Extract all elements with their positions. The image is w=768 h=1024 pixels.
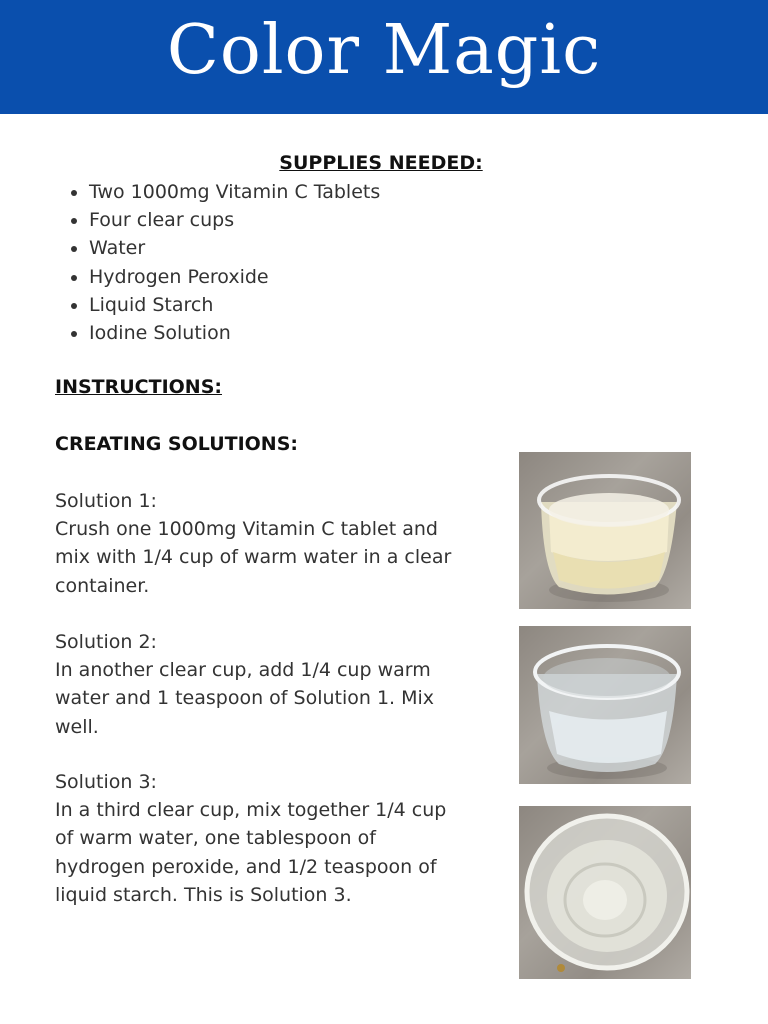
solution-label: Solution 1: (55, 490, 157, 512)
supplies-list (55, 178, 380, 347)
solution-3-photo (519, 806, 691, 979)
list-item: • Hydrogen Peroxide (89, 263, 380, 291)
solution-3-block (55, 768, 455, 909)
list-item: • Liquid Starch (89, 291, 380, 319)
solution-label: Solution 3: (55, 771, 157, 793)
cup-photo-image (519, 452, 691, 609)
list-item: • Four clear cups (89, 206, 380, 234)
solution-text: Crush one 1000mg Vitamin C tablet and mix with 1/4 cup of warm water in a clear container. (55, 518, 452, 597)
list-item: • Iodine Solution (89, 319, 380, 347)
solution-1-block (55, 487, 455, 600)
solution-text: In another clear cup, add 1/4 cup warm water and 1 teaspoon of Solution 1. Mix well. (55, 659, 435, 738)
solution-2-block (55, 628, 455, 741)
cup-photo-image (519, 806, 691, 979)
cup-photo-image (519, 626, 691, 784)
solution-2-photo (519, 626, 691, 784)
header-banner (0, 0, 768, 114)
solution-1-photo (519, 452, 691, 609)
list-item: • Water (89, 234, 380, 262)
creating-solutions-heading: CREATING SOLUTIONS: (55, 433, 298, 455)
page-title: Color Magic (166, 11, 602, 90)
supplies-heading: SUPPLIES NEEDED: (279, 152, 483, 174)
solution-label: Solution 2: (55, 631, 157, 653)
instructions-heading: INSTRUCTIONS: (55, 376, 222, 398)
solution-text: In a third clear cup, mix together 1/4 cup of warm water, one tablespoon of hydrogen peroxide, and 1/2 teaspoon of liquid starch. This is Solution 3. (55, 799, 447, 906)
list-item: • Two 1000mg Vitamin C Tablets (89, 178, 380, 206)
